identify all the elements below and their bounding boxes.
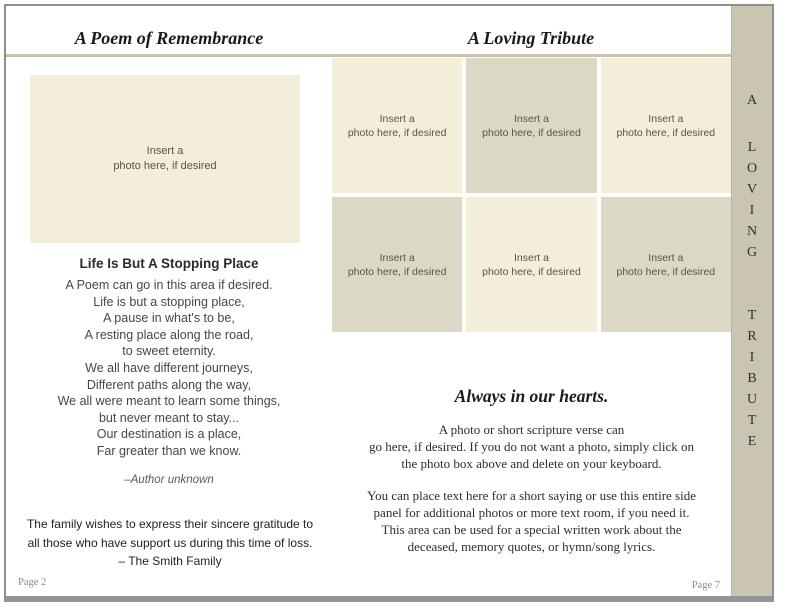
poem-line: Far greater than we know. [96,443,242,458]
photo-placeholder-grid [332,58,731,332]
photo-placeholder-box[interactable] [30,75,300,243]
vertical-title-sidebar [731,6,772,596]
body-line: the photo box above and delete on your keyboard. [401,456,662,471]
body-line: This area can be used for a special written work about the [381,522,682,537]
photo-placeholder-label: Insert a photo here, if desired [616,251,716,278]
photo-placeholder-box[interactable] [601,58,731,193]
sidebar-letter: I [749,203,755,218]
sidebar-letter: O [746,161,758,176]
body-line: deceased, memory quotes, or hymn/song lyrics. [407,539,656,554]
sidebar-letter: R [747,329,757,344]
tribute-body-2 [336,487,727,555]
poem-line: to sweet eternity. [122,344,216,359]
poem-line: Different paths along the way, [86,377,252,392]
tribute-body-1 [336,421,727,472]
sidebar-letter: T [747,413,757,428]
sidebar-letter: B [747,371,757,386]
body-line: You can place text here for a short saying or use this entire side [366,488,696,503]
photo-placeholder-label: Insert a photo here, if desired [482,112,581,139]
poem-line: A pause in what's to be, [103,311,235,326]
poem-line: We all were meant to learn some things, [57,394,281,409]
body-line: A photo or short scripture verse can [438,422,625,437]
sidebar-letter: A [746,93,758,108]
gratitude-line: The family wishes to express their sincere gratitude to [26,517,314,531]
photo-placeholder-box[interactable] [466,197,596,332]
left-page-title: A Poem of Remembrance [74,28,264,48]
poem-title: Life Is But A Stopping Place [79,256,259,271]
sidebar-letter: N [746,224,758,239]
booklet-spread [4,4,774,602]
photo-placeholder-box[interactable] [466,58,596,193]
photo-placeholder-box[interactable] [332,58,462,193]
photo-placeholder-label: Insert a photo here, if desired [616,112,716,139]
photo-placeholder-label: Insert a photo here, if desired [347,112,447,139]
tribute-heading: Always in our hearts. [454,386,609,406]
poem-line: Our destination is a place, [96,427,242,442]
gratitude-line: all those who have support us during this time of loss. [27,535,313,550]
sidebar-letter: L [747,140,757,155]
sidebar-letter: T [747,308,757,323]
poem-text [6,277,332,460]
page-number-right: Page 7 [691,580,720,591]
photo-placeholder-label: Insert a photo here, if desired [347,251,447,278]
poem-line: A Poem can go in this area if desired. [65,278,273,292]
photo-placeholder-box[interactable] [601,197,731,332]
poem-line: but never meant to stay... [98,410,240,425]
right-page-title: A Loving Tribute [467,28,595,48]
poem-line: Life is but a stopping place, [93,294,245,309]
sidebar-letter: U [746,392,758,407]
photo-placeholder-label: Insert a photo here, if desired [113,145,217,172]
body-line: panel for additional photos or more text room, if you need it. [373,505,690,520]
sidebar-letter: I [749,350,755,365]
poem-author: –Author unknown [124,474,214,486]
poem-line: We all have different journeys, [85,360,253,375]
family-gratitude-text [20,515,320,571]
sidebar-letter: V [746,182,758,197]
gratitude-line: – The Smith Family [118,554,222,568]
poem-line: A resting place along the road, [84,327,254,342]
body-line: go here, if desired. If you do not want a photo, simply click on [369,439,694,454]
header-divider [6,54,731,57]
page-number-left: Page 2 [18,577,47,588]
photo-placeholder-box[interactable] [332,197,462,332]
sidebar-letter: G [746,245,758,260]
sidebar-letter: E [747,434,757,449]
photo-placeholder-label: Insert a photo here, if desired [482,251,581,278]
